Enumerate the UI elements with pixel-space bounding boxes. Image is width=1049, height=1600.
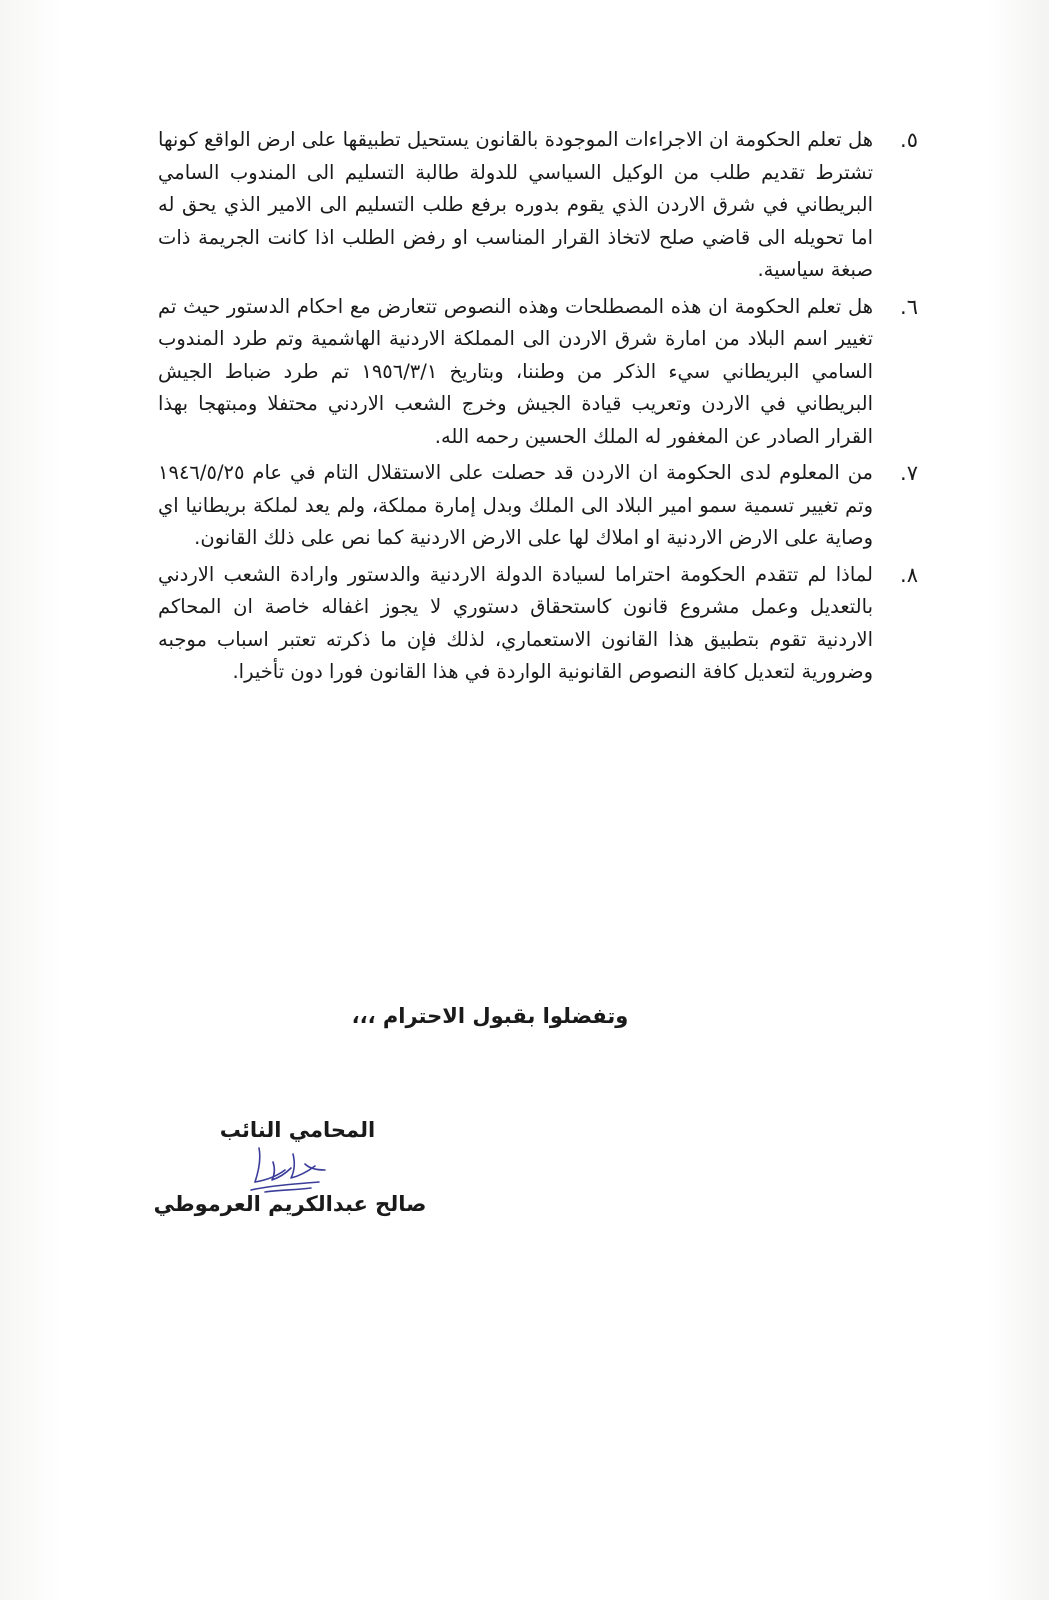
paragraph-item-8: [158, 559, 918, 689]
item-text: هل تعلم الحكومة ان هذه المصطلحات وهذه النصوص تتعارض مع احكام الدستور حيث تم تغيير اسم البلاد من امارة شرق الاردن الى المملكة الاردنية الهاشمية وتم طرد المندوب السامي البريطاني سيء الذكر من وطننا، وبتاريخ ١٩٥٦/٣/١ تم طرد ضباط الجيش البريطاني في الاردن وتعريب قيادة الجيش وخرج الشعب الاردني محتفلا ومبتهجا بهذا القرار الصادر عن المغفور له الملك الحسين رحمه الله.: [158, 294, 873, 448]
item-text: لماذا لم تتقدم الحكومة احتراما لسيادة الدولة الاردنية والدستور وارادة الشعب الاردني بالتعديل وعمل مشروع قانون كاستحقاق دستوري لا يجوز اغفاله خاصة ان المحاكم الاردنية تقوم بتطبيق هذا القانون الاستعماري، لذلك فإن ما ذكرته تعتبر اسباب موجبه وضرورية لتعديل كافة النصوص القانونية الواردة في هذا القانون فورا دون تأخيرا.: [158, 562, 873, 683]
item-number: ٥.: [900, 128, 918, 152]
signatory-name: صالح عبدالكريم العرموطي: [153, 1192, 427, 1216]
signatory-title: المحامي النائب: [219, 1118, 376, 1142]
closing-salutation: وتفضلوا بقبول الاحترام ،،،: [351, 1004, 629, 1028]
paragraph-item-5: [158, 124, 918, 287]
item-number: ٦.: [900, 294, 918, 319]
item-text: من المعلوم لدى الحكومة ان الاردن قد حصلت على الاستقلال التام في عام ١٩٤٦/٥/٢٥ وتم تغيير تسمية سمو امير البلاد الى الملك وبدل إمارة مملكة، ولم يعد لملكة بريطانيا اي وصاية على الارض الاردنية او املاك لها على الارض الاردنية كما نص على ذلك القانون.: [158, 461, 873, 549]
handwritten-signature: [245, 1140, 335, 1198]
item-number: ٧.: [900, 461, 918, 485]
item-number: ٨.: [900, 562, 918, 587]
item-text: هل تعلم الحكومة ان الاجراءات الموجودة بالقانون يستحيل تطبيقها على ارض الواقع كونها تشترط تقديم طلب من الوكيل السياسي للدولة طالبة التسليم الى المندوب السامي البريطاني في شرق الاردن الذي يقوم بدوره برفع طلب التسليم الى الامير الذي يحق له اما تحويله الى قاضي صلح لاتخاذ القرار المناسب او رفض الطلب اذا كانت الجريمة ذات صبغة سياسية.: [158, 128, 873, 281]
paragraph-item-6: [158, 291, 918, 454]
paragraph-item-7: [158, 457, 918, 555]
numbered-paragraphs: [158, 124, 918, 693]
